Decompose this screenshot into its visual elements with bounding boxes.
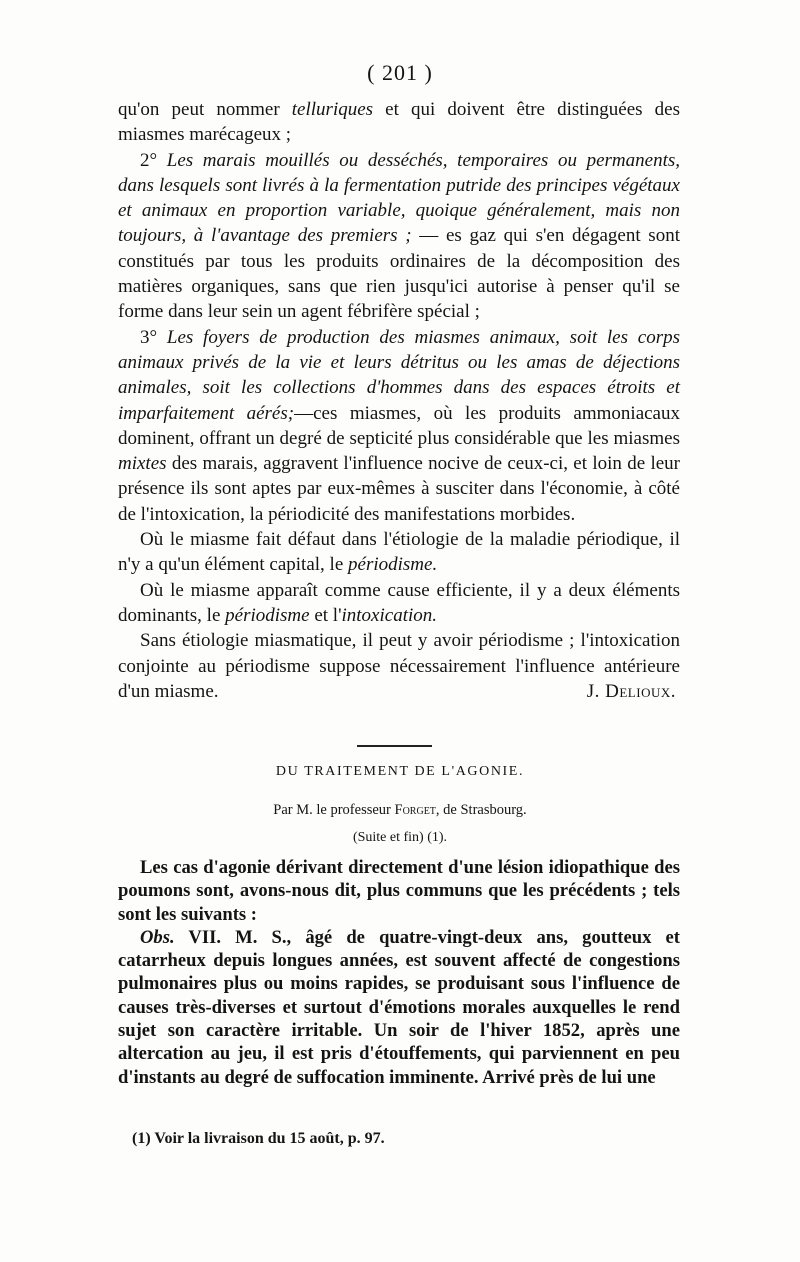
text-run: VII. M. S., âgé de quatre-vingt-deux ans, goutteux et catarrheux depuis longues années, est souvent affecté de congestions pulmonaires plus ou moins rapides, se produisant sous l'influence de causes très-diverses et surtout d'émotions morales auxquelles le rend sujet son caractère irritable. Un soir de l'hiver 1852, après une altercation au jeu, il est pris d'étouffements, qui parviennent en peu d'instants au degré de suffocation imminente. Arrivé près de lui une — [118, 926, 680, 1088]
article-body — [118, 856, 680, 1089]
main-text — [118, 97, 680, 704]
observation-label: Obs. — [140, 926, 175, 948]
text-run: et l' — [309, 604, 342, 626]
item-number: 3° — [140, 326, 167, 348]
section-heading: DU TRAITEMENT DE L'AGONIE. — [275, 764, 525, 779]
italic-run: mixtes — [118, 453, 167, 475]
text-run: Sans étiologie miasmatique, il peut y avoir périodisme ; l'intoxication conjointe au périodisme suppose nécessairement l'influence antérieure d'un miasme. — [118, 630, 680, 702]
text-run: — es gaz qui s'en dégagent sont constitués par tous les produits ordinaires de la décomposition des matières organiques, sans que rien jusqu'ici autorise à penser qu'il se forme dans leur sein un agent fébrifère spécial ; — [118, 225, 680, 323]
author-signature: J. Delioux. — [586, 680, 676, 702]
text-run: —ces miasmes, où les produits ammoniacaux dominent, offrant un degré de septicité plus considérable que les miasmes — [118, 402, 680, 449]
section-divider — [357, 745, 432, 747]
italic-run: intoxication. — [341, 604, 438, 626]
italic-run: Les marais mouillés ou desséchés, temporaires ou permanents, dans lesquels sont livrés à la fermentation putride des principes végétaux et animaux en proportion variable, quoique généralement, mais non toujours, à l'avantage des premiers ; — [118, 149, 680, 247]
paragraph-marais — [118, 148, 680, 325]
text-run: qu'on peut nommer — [118, 99, 292, 120]
paragraph-cas-agonie: Les cas d'agonie dérivant directement d'une lésion idiopathique des poumons sont, avons-nous dit, plus communs que les précédents ; tels sont les suivants : — [118, 857, 680, 925]
author-prefix: Par M. le professeur — [273, 802, 395, 818]
italic-run: Les foyers de production des miasmes animaux, soit les corps animaux privés de la vie et leurs détritus ou les amas de déjections animales, soit les collections d'hommes dans des espaces étroits et imparfaitement aérés; — [118, 326, 680, 424]
paragraph-telluriques — [118, 97, 680, 148]
item-number: 2° — [140, 149, 167, 171]
paragraph-observation — [118, 926, 680, 1089]
continuation-note: (Suite et fin) (1). — [352, 830, 448, 845]
text-run: Où le miasme apparaît comme cause efficiente, il y a deux éléments dominants, le — [118, 579, 680, 626]
paragraph-etiologie — [118, 628, 680, 704]
paragraph-periodisme — [118, 527, 680, 578]
italic-run: telluriques — [291, 99, 374, 120]
text-run: Où le miasme fait défaut dans l'étiologie de la maladie périodique, il n'y a qu'un élément capital, le — [118, 529, 680, 576]
italic-run: périodisme — [225, 604, 310, 626]
page-number: ( 201 ) — [367, 60, 433, 85]
article-author — [0, 802, 800, 819]
author-name: Forget — [394, 802, 436, 818]
italic-run: périodisme. — [348, 554, 438, 576]
text-run: et qui doivent être distinguées des miasmes marécageux ; — [118, 99, 680, 146]
author-suffix: , de Strasbourg. — [435, 802, 527, 818]
footnote: (1) Voir la livraison du 15 août, p. 97. — [132, 1130, 385, 1147]
paragraph-cause-efficiente — [118, 578, 680, 629]
paragraph-foyers — [118, 325, 680, 527]
text-run: des marais, aggravent l'influence nocive de ceux-ci, et loin de leur présence ils sont aptes par eux-mêmes à susciter dans l'économie, à côté de l'intoxication, la périodicité des manifestations morbides. — [118, 453, 680, 525]
